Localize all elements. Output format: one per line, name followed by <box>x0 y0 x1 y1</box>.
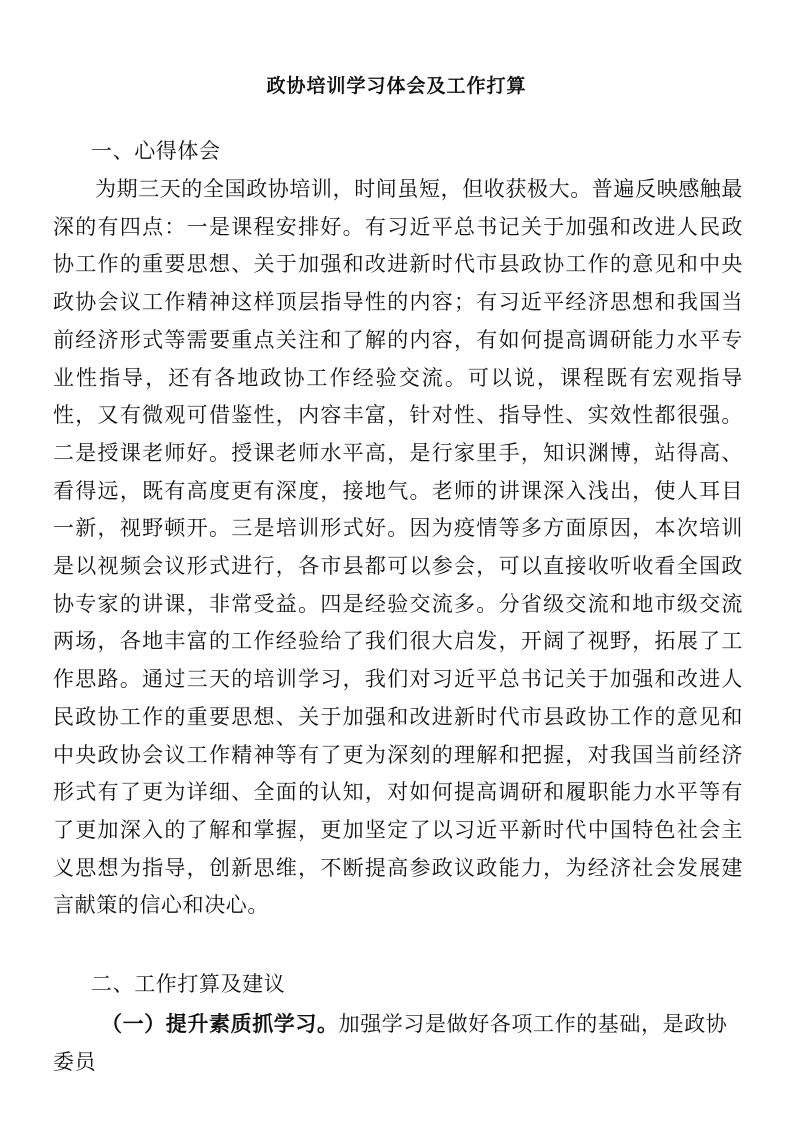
section-1-paragraph: 为期三天的全国政协培训，时间虽短，但收获极大。普遍反映感触最深的有四点：一是课程安排好。有习近平总书记关于加强和改进人民政协工作的重要思想、关于加强和改进新时代市县政协工作的意见和中央政协会议工作精神这样顶层指导性的内容；有习近平经济思想和我国当前经济形式等需要重点关注和了解的内容，有如何提高调研能力水平专业性指导，还有各地政协工作经验交流。可以说，课程既有宏观指导性，又有微观可借鉴性，内容丰富，针对性、指导性、实效性都很强。二是授课老师好。授课老师水平高，是行家里手，知识渊博，站得高、看得远，既有高度更有深度，接地气。老师的讲课深入浅出，使人耳目一新，视野顿开。三是培训形式好。因为疫情等多方面原因，本次培训是以视频会议形式进行，各市县都可以参会，可以直接收听收看全国政协专家的讲课，非常受益。四是经验交流多。分省级交流和地市级交流两场，各地丰富的工作经验给了我们很大启发，开阔了视野，拓展了工作思路。通过三天的培训学习，我们对习近平总书记关于加强和改进人民政协工作的重要思想、关于加强和改进新时代市县政协工作的意见和中央政协会议工作精神等有了更为深刻的理解和把握，对我国当前经济形式有了更为详细、全面的认知，对如何提高调研和履职能力水平等有了更加深入的了解和掌握，更加坚定了以习近平新时代中国特色社会主义思想为指导，创新思维，不断提高参政议政能力，为经济社会发展建言献策的信心和决心。 <box>53 177 743 918</box>
item-1-text: 加强学习是做好各项工作的基础，是政协委员 <box>53 1012 728 1074</box>
section-heading-2: 二、工作打算及建议 <box>91 972 286 996</box>
item-1-lead: （一）提升素质抓学习。 <box>101 1011 339 1036</box>
section-heading-1: 一、心得体会 <box>91 139 221 163</box>
document-title: 政协培训学习体会及工作打算 <box>266 75 527 97</box>
section-2-item-1 <box>53 1005 743 1081</box>
